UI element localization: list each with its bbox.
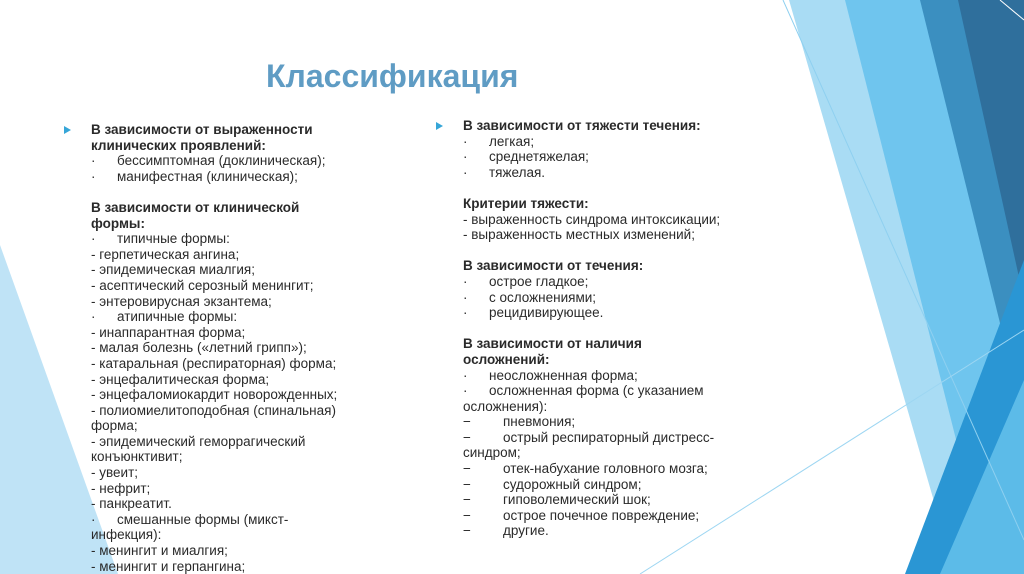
list-item: - эпидемический геморрагический <box>91 433 306 449</box>
list-item: · типичные формы: <box>91 231 230 247</box>
list-item: - герпетическая ангина; <box>91 246 240 262</box>
list-item: инфекция): <box>91 527 162 543</box>
list-item: форма; <box>91 418 138 434</box>
list-item: - панкреатит. <box>91 496 172 512</box>
list-item: синдром; <box>463 445 521 461</box>
list-item: · атипичные формы: <box>91 309 238 325</box>
list-item: - эпидемическая миалгия; <box>91 262 255 278</box>
list-item: − гиповолемический шок; <box>463 492 651 508</box>
list-item: - менингит и герпангина; <box>91 558 246 574</box>
list-item: · легкая; <box>463 133 535 149</box>
list-item: конъюнктивит; <box>91 449 183 465</box>
list-item: - менингит и миалгия; <box>91 543 228 559</box>
list-item: - выраженность синдрома интоксикации; <box>463 211 721 227</box>
list-item: · с осложнениями; <box>463 289 597 305</box>
section-heading: В зависимости от наличия <box>463 336 642 352</box>
list-item: − пневмония; <box>463 414 576 430</box>
right-column <box>463 118 793 539</box>
list-item: · среднетяжелая; <box>463 149 589 165</box>
list-item: · рецидивирующее. <box>463 305 604 321</box>
list-item: - увеит; <box>91 465 138 481</box>
list-item: − острое почечное повреждение; <box>463 507 700 523</box>
list-item: − отек-набухание головного мозга; <box>463 461 708 477</box>
list-item: - асептический серозный менингит; <box>91 277 314 293</box>
list-item: · манифестная (клиническая); <box>91 168 298 184</box>
list-item: · смешанные формы (микст- <box>91 511 289 527</box>
list-item: осложнения): <box>463 398 548 414</box>
list-item: - полиомиелитоподобная (спинальная) <box>91 402 336 418</box>
list-item: · тяжелая. <box>463 164 546 180</box>
section-heading: В зависимости от выраженности <box>91 122 313 137</box>
section-heading: Критерии тяжести: <box>463 195 589 211</box>
list-item: · осложненная форма (с указанием <box>463 383 704 399</box>
list-item: − другие. <box>463 523 549 539</box>
list-item: · бессимптомная (доклиническая); <box>91 153 326 169</box>
list-item: - энтеровирусная экзантема; <box>91 293 272 309</box>
section-heading: В зависимости от тяжести течения: <box>463 118 701 133</box>
list-item: − судорожный синдром; <box>463 476 642 492</box>
bullet-arrow-icon <box>436 122 443 130</box>
list-item: - катаральная (респираторная) форма; <box>91 355 337 371</box>
bullet-arrow-icon <box>64 126 71 134</box>
section-heading: В зависимости от течения: <box>463 258 644 274</box>
left-column <box>91 122 411 574</box>
section-heading: осложнений: <box>463 351 550 367</box>
section-heading: клинических проявлений: <box>91 137 266 153</box>
section-heading: формы: <box>91 215 145 231</box>
list-item: · острое гладкое; <box>463 273 589 289</box>
list-item: - нефрит; <box>91 480 151 496</box>
list-item: - выраженность местных изменений; <box>463 227 695 243</box>
section-heading: В зависимости от клинической <box>91 199 300 215</box>
list-item: · неосложненная форма; <box>463 367 638 383</box>
list-item: − острый респираторный дистресс- <box>463 429 715 445</box>
slide-title: Классификация <box>266 58 519 94</box>
list-item: - малая болезнь («летний грипп»); <box>91 340 307 356</box>
list-item: - инаппарантная форма; <box>91 324 246 340</box>
list-item: - энцефаломиокардит новорожденных; <box>91 387 338 403</box>
list-item: - энцефалитическая форма; <box>91 371 270 387</box>
